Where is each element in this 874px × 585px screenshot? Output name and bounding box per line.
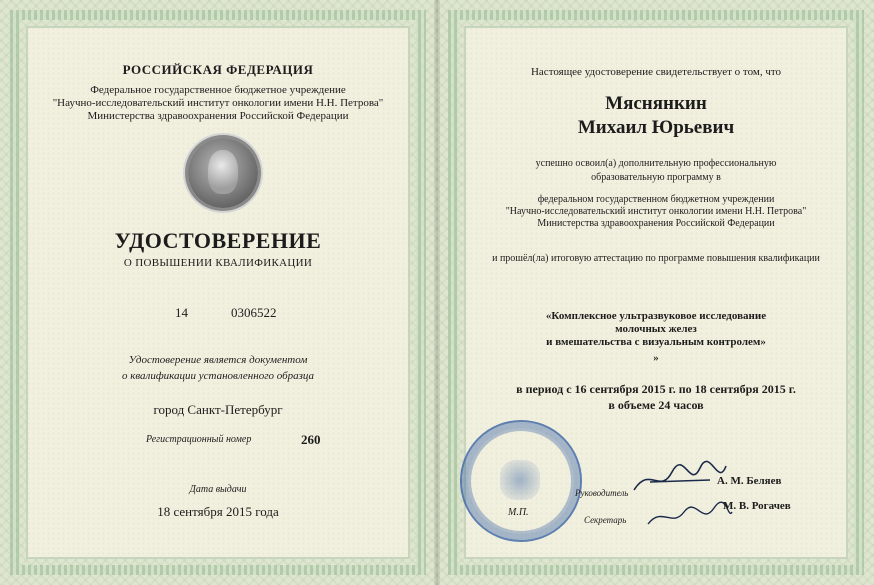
issue-date: 18 сентября 2015 года [157, 504, 279, 519]
program-line-2: молочных желез [615, 323, 697, 335]
head-name: А. М. Беляев [717, 475, 782, 487]
institution-line-3: Министерства здравоохранения Российской Федерации [537, 218, 775, 229]
country-heading: РОССИЙСКАЯ ФЕДЕРАЦИЯ [122, 62, 314, 77]
completion-line-2: образовательную программу в [591, 172, 721, 183]
program-completion-text [438, 157, 874, 185]
institution-text [438, 194, 874, 230]
issuer-organization [0, 84, 436, 123]
head-role-label: Руководитель [575, 488, 629, 498]
issue-date-label: Дата выдачи [189, 484, 247, 495]
secretary-role-label: Секретарь [584, 515, 627, 525]
left-page [0, 0, 436, 585]
attestation-text: и прошёл(ла) итоговую аттестацию по программе повышения квалификации [492, 253, 820, 264]
program-closing-quote: » [653, 352, 659, 364]
document-series: 14 [175, 305, 188, 320]
holder-name: Михаил Юрьевич [577, 117, 735, 138]
document-number: 0306522 [231, 305, 277, 320]
completion-line-1: успешно освоил(а) дополнительную профессиональную [535, 158, 777, 169]
program-line-3: и вмешательства с визуальным контролем» [546, 336, 766, 348]
issuer-line-3: Министерства здравоохранения Российской Федерации [87, 110, 349, 122]
validity-note [0, 352, 436, 384]
validity-note-line-2: о квалификации установленного образца [121, 370, 315, 382]
document-title: УДОСТОВЕРЕНИЕ [114, 228, 322, 253]
seal-place-label: М.П. [508, 507, 529, 518]
program-line-1: «Комплексное ультразвуковое исследование [545, 310, 767, 322]
institution-line-1: федеральном государственном бюджетном учреждении [537, 194, 775, 205]
issuer-line-1: Федеральное государственное бюджетное учреждение [90, 84, 346, 96]
registration-number: 260 [301, 432, 321, 447]
secretary-signature [644, 498, 734, 534]
holder-surname: Мяснянкин [605, 93, 707, 114]
portrait-medallion [188, 138, 258, 208]
secretary-name: М. В. Рогачев [723, 500, 791, 512]
registration-label: Регистрационный номер [146, 434, 252, 445]
certification-intro: Настоящее удостоверение свидетельствует о том, что [530, 66, 782, 78]
head-signature [630, 460, 730, 500]
program-title [438, 310, 874, 349]
issue-city: город Санкт-Петербург [153, 402, 283, 417]
training-hours: в объеме 24 часов [608, 398, 704, 412]
training-period: в период с 16 сентября 2015 г. по 18 сентября 2015 г. [516, 382, 796, 396]
validity-note-line-1: Удостоверение является документом [128, 354, 308, 366]
portrait-face [208, 150, 238, 194]
official-seal [460, 420, 582, 542]
right-page [438, 0, 874, 585]
institution-line-2: "Научно-исследовательский институт онкологии имени Н.Н. Петрова" [505, 206, 807, 217]
issuer-line-2: "Научно-исследовательский институт онкологии имени Н.Н. Петрова" [52, 97, 384, 109]
eagle-emblem-icon [500, 460, 540, 500]
document-subtitle: О ПОВЫШЕНИИ КВАЛИФИКАЦИИ [123, 257, 313, 269]
